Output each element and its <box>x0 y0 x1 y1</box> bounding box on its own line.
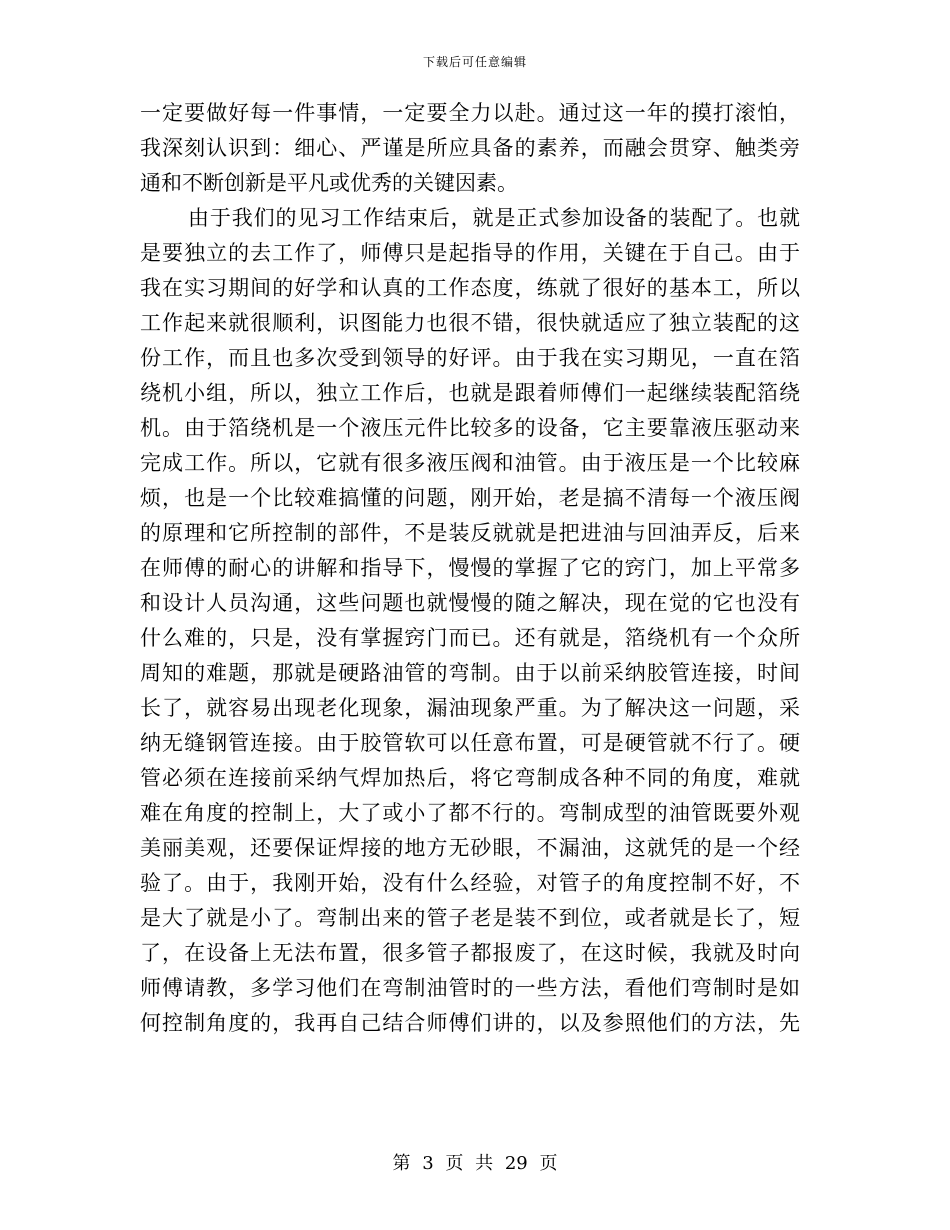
text-line: 美丽美观，还要保证焊接的地方无砂眼，不漏油，这就凭的是一个经 <box>140 836 800 860</box>
text-line: 难在角度的控制上，大了或小了都不行的。弯制成型的油管既要外观 <box>140 801 800 825</box>
text-line: 是大了就是小了。弯制出来的管子老是装不到位，或者就是长了，短 <box>140 906 800 930</box>
text-line: 周知的难题，那就是硬路油管的弯制。由于以前采纳胶管连接，时间 <box>140 661 800 685</box>
text-line: 绕机小组，所以，独立工作后，也就是跟着师傅们一起继续装配箔绕 <box>140 381 800 405</box>
text-line: 我深刻认识到：细心、严谨是所应具备的素养，而融会贯穿、触类旁 <box>140 136 800 160</box>
text-line: 验了。由于，我刚开始，没有什么经验，对管子的角度控制不好，不 <box>140 871 800 895</box>
paragraph-first-line: 由于我们的见习工作结束后，就是正式参加设备的装配了。也就 <box>188 206 800 230</box>
text-line: 份工作，而且也多次受到领导的好评。由于我在实习期见，一直在箔 <box>140 346 800 370</box>
text-line: 工作起来就很顺利，识图能力也很不错，很快就适应了独立装配的这 <box>140 311 800 335</box>
document-body <box>140 96 800 1041</box>
page-number-footer: 第 3 页 共 29 页 <box>392 1153 558 1174</box>
text-line: 长了，就容易出现老化现象，漏油现象严重。为了解决这一问题，采 <box>140 696 800 720</box>
text-line: 纳无缝钢管连接。由于胶管软可以任意布置，可是硬管就不行了。硬 <box>140 731 800 755</box>
text-line: 一定要做好每一件事情，一定要全力以赴。通过这一年的摸打滚怕， <box>140 101 800 125</box>
text-line: 管必须在连接前采纳气焊加热后，将它弯制成各种不同的角度，难就 <box>140 766 800 790</box>
text-line: 师傅请教，多学习他们在弯制油管时的一些方法，看他们弯制时是如 <box>140 976 800 1000</box>
text-line: 烦，也是一个比较难搞懂的问题，刚开始，老是搞不清每一个液压阀 <box>140 486 800 510</box>
text-line: 完成工作。所以，它就有很多液压阀和油管。由于液压是一个比较麻 <box>140 451 800 475</box>
text-line: 机。由于箔绕机是一个液压元件比较多的设备，它主要靠液压驱动来 <box>140 416 800 440</box>
text-line: 什么难的，只是，没有掌握窍门而已。还有就是，箔绕机有一个众所 <box>140 626 800 650</box>
text-line: 我在实习期间的好学和认真的工作态度，练就了很好的基本工，所以 <box>140 276 800 300</box>
text-line: 在师傅的耐心的讲解和指导下，慢慢的掌握了它的窍门，加上平常多 <box>140 556 800 580</box>
text-line: 和设计人员沟通，这些问题也就慢慢的随之解决，现在觉的它也没有 <box>140 591 800 615</box>
text-line: 的原理和它所控制的部件，不是装反就就是把进油与回油弄反，后来 <box>140 521 800 545</box>
text-line: 何控制角度的，我再自己结合师傅们讲的，以及参照他们的方法，先 <box>140 1011 800 1035</box>
text-line: 通和不断创新是平凡或优秀的关键因素。 <box>140 171 518 195</box>
text-line: 了，在设备上无法布置，很多管子都报废了，在这时候，我就及时向 <box>140 941 800 965</box>
page-header: 下载后可任意编辑 <box>422 55 527 69</box>
text-line: 是要独立的去工作了，师傅只是起指导的作用，关键在于自己。由于 <box>140 241 800 265</box>
